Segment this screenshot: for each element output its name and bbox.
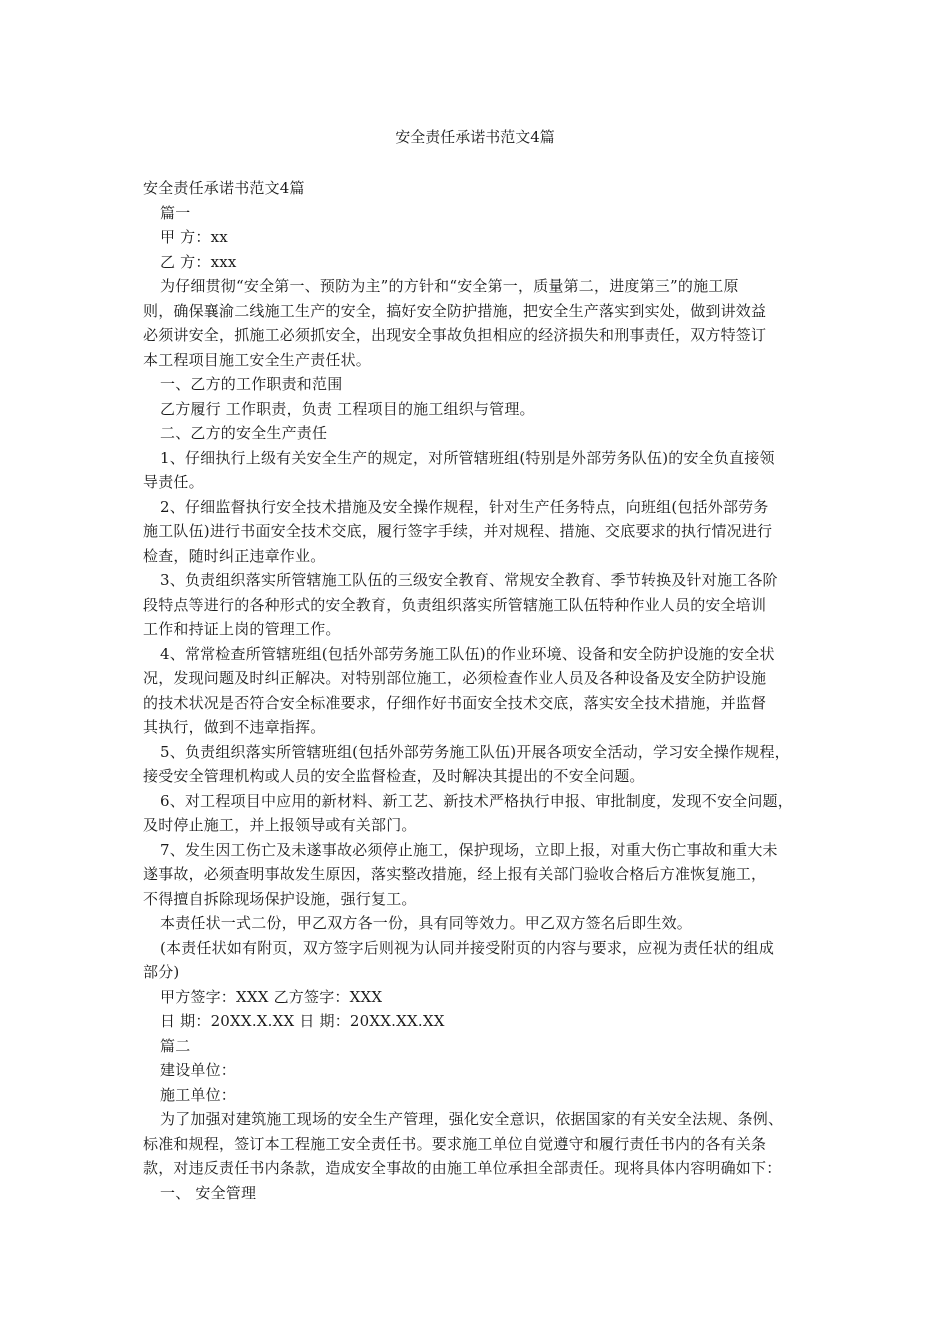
paragraph-line: 的技术状况是否符合安全标准要求，仔细作好书面安全技术交底，落实安全技术措施，并监督 [143, 693, 767, 712]
paragraph-line: 4、常常检查所管辖班组(包括外部劳务施工队伍)的作业环境、设备和安全防护设施的安全状 [160, 644, 775, 663]
paragraph-line: 3、负责组织落实所管辖施工队伍的三级安全教育、常规安全教育、季节转换及针对施工各阶 [160, 571, 778, 589]
section-heading: 二、乙方的安全生产责任 [160, 424, 328, 442]
paragraph-line: 导责任。 [143, 473, 204, 491]
signature-line: 甲方签字：XXX 乙方签字：XXX [160, 987, 383, 1006]
section-heading: 一、乙方的工作职责和范围 [160, 375, 343, 393]
paragraph-line: 则，确保襄渝二线施工生产的安全，搞好安全防护措施，把安全生产落实到实处，做到讲效益 [143, 301, 767, 320]
paragraph-line: 及时停止施工，并上报领导或有关部门。 [143, 816, 417, 834]
page-title: 安全责任承诺书范文4篇 [395, 128, 555, 146]
paragraph-line: 6、对工程项目中应用的新材料、新工艺、新技术严格执行申报、审批制度，发现不安全问题， [160, 791, 793, 810]
contractor-line: 施工单位： [160, 1085, 237, 1104]
paragraph-line: 为仔细贯彻“安全第一、预防为主”的方针和“安全第一，质量第二，进度第三”的施工原 [160, 277, 739, 295]
party-b-line: 乙 方：xxx [160, 252, 237, 271]
paragraph-line: 为了加强对建筑施工现场的安全生产管理，强化安全意识，依据国家的有关安全法规、条例、 [160, 1110, 784, 1128]
paragraph-line: 检查，随时纠正违章作业。 [143, 546, 326, 565]
paragraph-line: 工作和持证上岗的管理工作。 [143, 620, 341, 638]
paragraph-line: (本责任状如有附页，双方签字后则视为认同并接受附页的内容与要求，应视为责任状的组成 [160, 938, 775, 957]
paragraph-line: 本工程项目施工安全生产责任状。 [143, 350, 372, 369]
section-heading: 一、 安全管理 [160, 1183, 257, 1202]
paragraph-line: 施工队伍)进行书面安全技术交底，履行签字手续，并对规程、措施、交底要求的执行情况进行 [143, 522, 773, 540]
paragraph-line: 接受安全管理机构或人员的安全监督检查，及时解决其提出的不安全问题。 [143, 767, 645, 785]
paragraph-line: 乙方履行 工作职责，负责 工程项目的施工组织与管理。 [160, 399, 535, 418]
paragraph-line: 5、负责组织落实所管辖班组(包括外部劳务施工队伍)开展各项安全活动，学习安全操作规程， [160, 742, 790, 761]
date-line: 日 期：20XX.X.XX 日 期：20XX.XX.XX [160, 1012, 445, 1030]
paragraph-line: 标准和规程，签订本工程施工安全责任书。要求施工单位自觉遵守和履行责任书内的各有关条 [143, 1134, 767, 1153]
paragraph-line: 款，对违反责任书内条款，造成安全事故的由施工单位承担全部责任。现将具体内容明确如下： [143, 1159, 782, 1177]
paragraph-line: 其执行，做到不违章指挥。 [143, 718, 326, 736]
paragraph-line: 7、发生因工伤亡及未遂事故必须停止施工，保护现场，立即上报，对重大伤亡事故和重大未 [160, 840, 778, 859]
doc-heading: 安全责任承诺书范文4篇 [143, 179, 305, 197]
paragraph-line: 段特点等进行的各种形式的安全教育，负责组织落实所管辖施工队伍特种作业人员的安全培训 [143, 595, 767, 614]
party-a-line: 甲 方：xx [160, 228, 228, 246]
paragraph-line: 本责任状一式二份，甲乙双方各一份，具有同等效力。甲乙双方签名后即生效。 [160, 914, 693, 932]
paragraph-line: 不得擅自拆除现场保护设施，强行复工。 [143, 889, 417, 908]
paragraph-line: 部分) [143, 963, 180, 981]
document-body [143, 176, 811, 1205]
section-heading: 篇一 [160, 203, 191, 222]
paragraph-line: 遂事故，必须查明事故发生原因，落实整改措施，经上报有关部门验收合格后方准恢复施工， [143, 865, 767, 883]
paragraph-line: 况，发现问题及时纠正解决。对特别部位施工，必须检查作业人员及各种设备及安全防护设施 [143, 669, 767, 687]
construction-owner-line: 建设单位： [160, 1061, 237, 1079]
section-heading: 篇二 [160, 1036, 191, 1055]
paragraph-line: 2、仔细监督执行安全技术措施及安全操作规程，针对生产任务特点，向班组(包括外部劳务 [160, 497, 769, 516]
paragraph-line: 必须讲安全，抓施工必须抓安全，出现安全事故负担相应的经济损失和刑事责任，双方特签订 [143, 326, 767, 344]
paragraph-line: 1、仔细执行上级有关安全生产的规定，对所管辖班组(特别是外部劳务队伍)的安全负直接领 [160, 448, 775, 467]
